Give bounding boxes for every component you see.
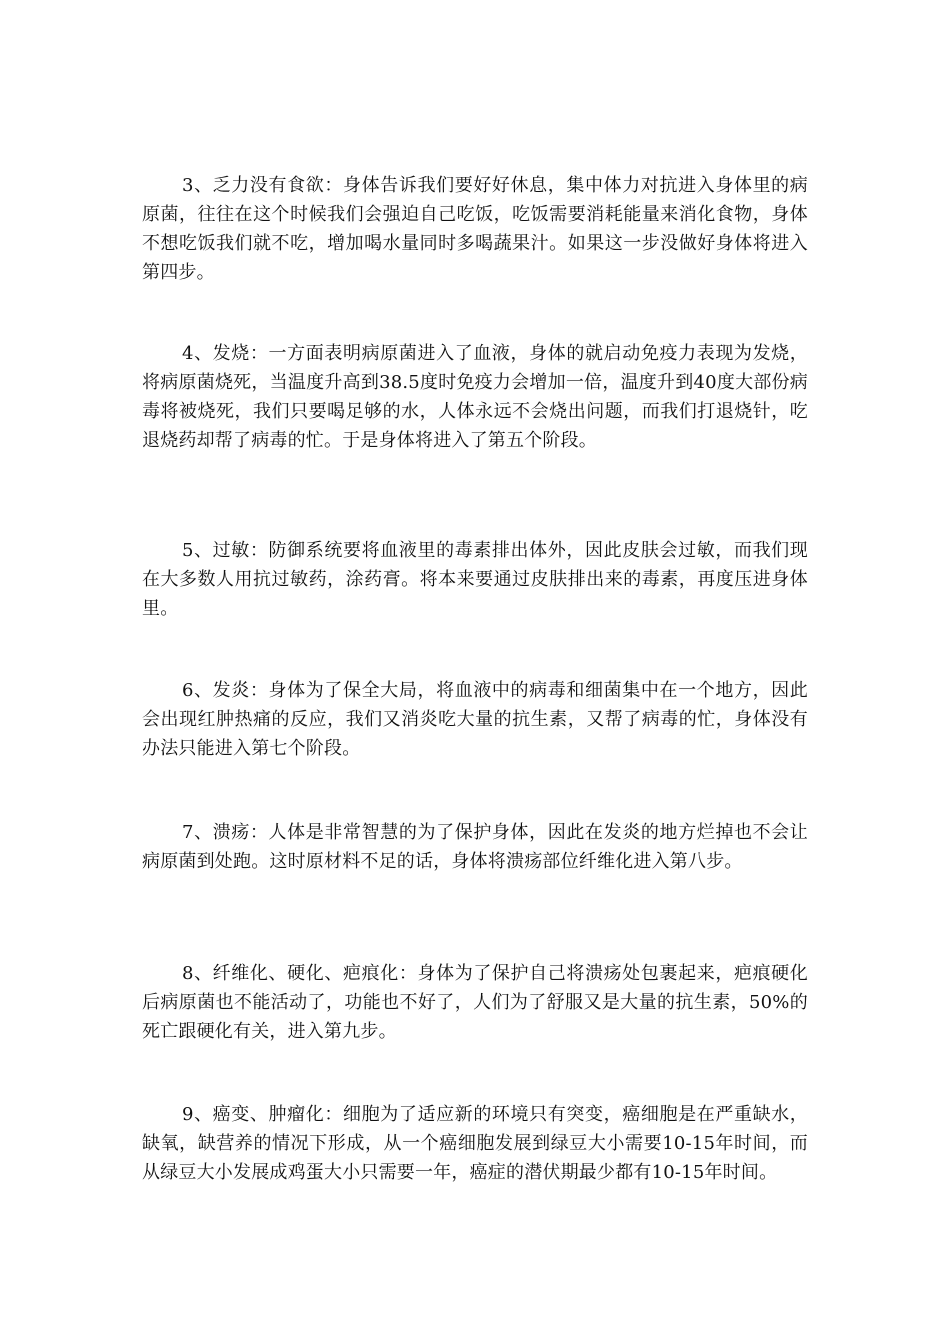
paragraph-step-3: 3、乏力没有食欲：身体告诉我们要好好休息，集中体力对抗进入身体里的病原菌，往往在这个时候我们会强迫自己吃饭，吃饭需要消耗能量来消化食物，身体不想吃饭我们就不吃，增加喝水量同时多喝蔬果汁。如果这一步没做好身体将进入第四步。 [142,175,808,283]
paragraph-step-7: 7、溃疡：人体是非常智慧的为了保护身体，因此在发炎的地方烂掉也不会让病原菌到处跑。这时原材料不足的话，身体将溃疡部位纤维化进入第八步。 [142,822,808,872]
paragraph-step-9: 9、癌变、肿瘤化：细胞为了适应新的环境只有突变，癌细胞是在严重缺水，缺氧，缺营养的情况下形成，从一个癌细胞发展到绿豆大小需要10-15年时间，而从绿豆大小发展成鸡蛋大小只需要一年，癌症的潜伏期最少都有10-15年时间。 [142,1104,808,1183]
paragraph-step-4: 4、发烧：一方面表明病原菌进入了血液，身体的就启动免疫力表现为发烧，将病原菌烧死，当温度升高到38.5度时免疫力会增加一倍，温度升到40度大部份病毒将被烧死，我们只要喝足够的水，人体永远不会烧出问题，而我们打退烧针，吃退烧药却帮了病毒的忙。于是身体将进入了第五个阶段。 [142,343,808,451]
document-page [142,0,808,1344]
paragraph-step-8: 8、纤维化、硬化、疤痕化：身体为了保护自己将溃疡处包裹起来，疤痕硬化后病原菌也不能活动了，功能也不好了，人们为了舒服又是大量的抗生素，50%的死亡跟硬化有关，进入第九步。 [142,963,808,1042]
paragraph-step-6: 6、发炎：身体为了保全大局，将血液中的病毒和细菌集中在一个地方，因此会出现红肿热痛的反应，我们又消炎吃大量的抗生素，又帮了病毒的忙，身体没有办法只能进入第七个阶段。 [142,680,808,759]
paragraph-step-5: 5、过敏：防御系统要将血液里的毒素排出体外，因此皮肤会过敏，而我们现在大多数人用抗过敏药，涂药膏。将本来要通过皮肤排出来的毒素，再度压进身体里。 [142,540,808,619]
